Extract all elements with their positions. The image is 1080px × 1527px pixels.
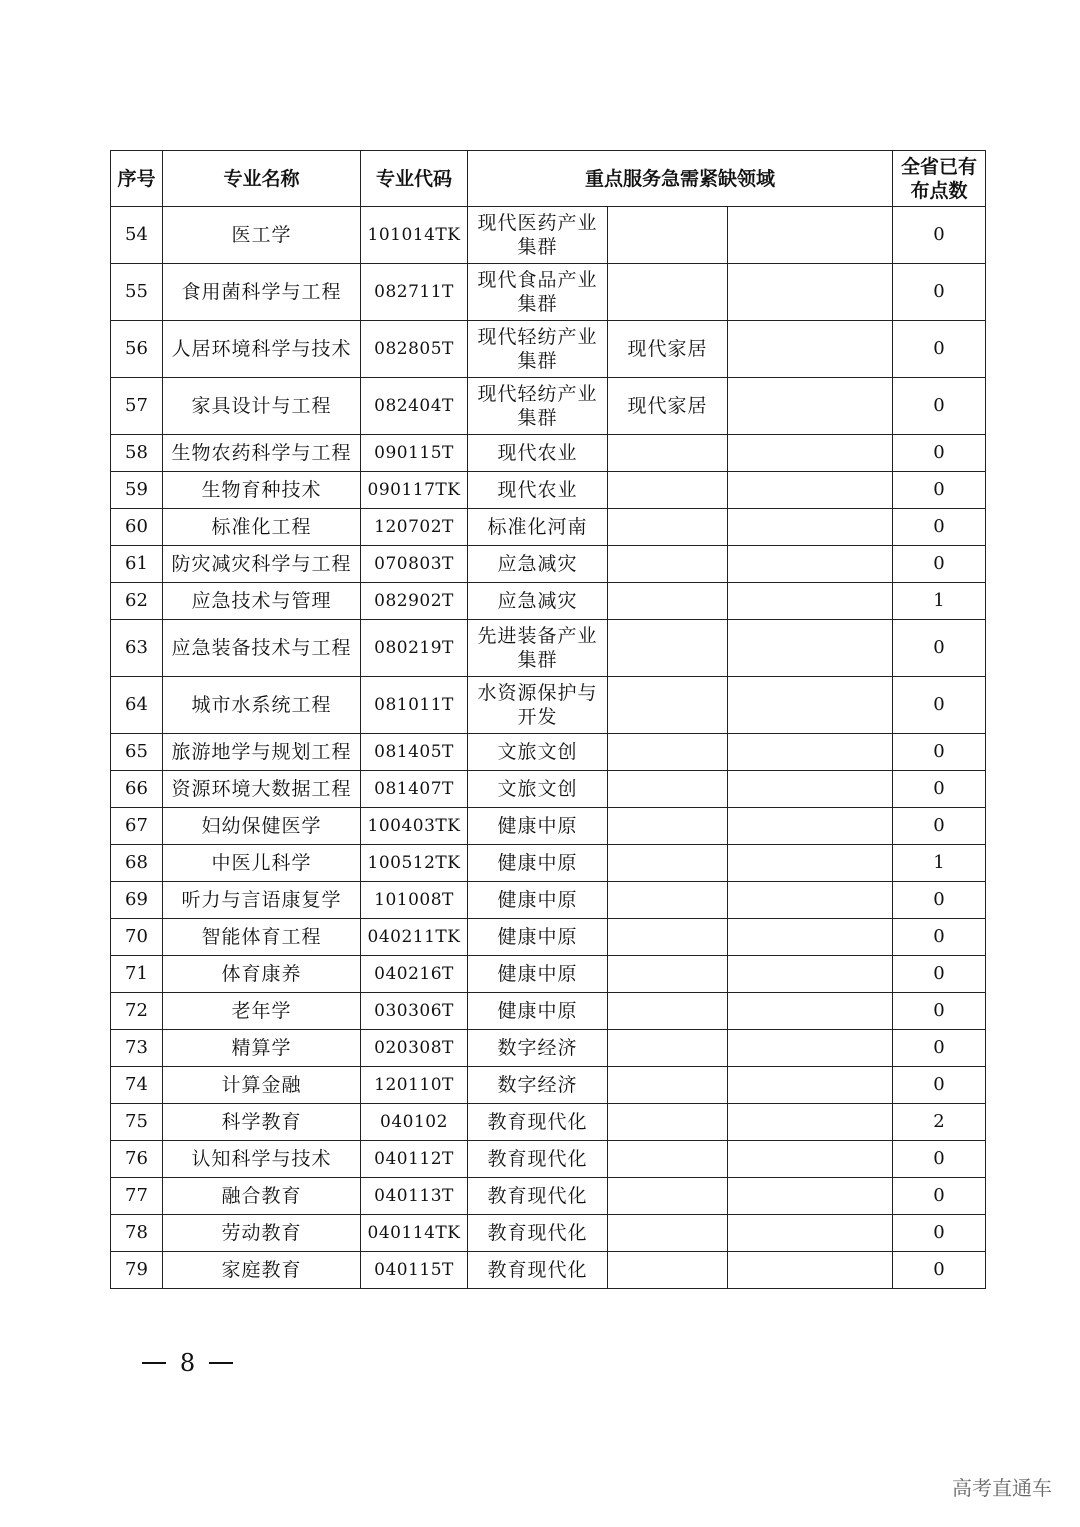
table-row (111, 677, 986, 734)
count-cell: 0 (893, 321, 986, 378)
domain-primary-cell: 应急减灾 (468, 546, 608, 583)
seq-cell: 70 (111, 919, 163, 956)
code-cell: 040115T (361, 1252, 468, 1289)
dash-right (209, 1362, 233, 1364)
code-cell: 082805T (361, 321, 468, 378)
count-cell: 0 (893, 1067, 986, 1104)
seq-cell: 72 (111, 993, 163, 1030)
name-cell: 认知科学与技术 (163, 1141, 361, 1178)
count-cell: 0 (893, 677, 986, 734)
seq-cell: 64 (111, 677, 163, 734)
domain-secondary-cell (608, 472, 728, 509)
domain-tertiary-cell (728, 677, 893, 734)
table-row (111, 1178, 986, 1215)
domain-secondary-cell (608, 956, 728, 993)
table-row (111, 378, 986, 435)
domain-tertiary-cell (728, 472, 893, 509)
seq-cell: 78 (111, 1215, 163, 1252)
domain-primary-cell: 数字经济 (468, 1067, 608, 1104)
code-cell: 090117TK (361, 472, 468, 509)
code-cell: 100512TK (361, 845, 468, 882)
table-row (111, 264, 986, 321)
table-row (111, 845, 986, 882)
table-row (111, 919, 986, 956)
count-cell: 0 (893, 472, 986, 509)
seq-cell: 56 (111, 321, 163, 378)
count-cell: 0 (893, 1178, 986, 1215)
code-cell: 120702T (361, 509, 468, 546)
table-row (111, 321, 986, 378)
domain-secondary-cell (608, 882, 728, 919)
domain-tertiary-cell (728, 1252, 893, 1289)
code-cell: 081405T (361, 734, 468, 771)
code-cell: 101008T (361, 882, 468, 919)
watermark: 高考直通车 (952, 1476, 1052, 1500)
domain-secondary-cell (608, 1215, 728, 1252)
domain-secondary-cell: 现代家居 (608, 321, 728, 378)
domain-primary-cell: 健康中原 (468, 808, 608, 845)
count-cell: 0 (893, 378, 986, 435)
table-row (111, 771, 986, 808)
domain-secondary-cell (608, 845, 728, 882)
count-cell: 1 (893, 583, 986, 620)
table-row (111, 546, 986, 583)
name-cell: 食用菌科学与工程 (163, 264, 361, 321)
seq-cell: 69 (111, 882, 163, 919)
code-cell: 070803T (361, 546, 468, 583)
seq-cell: 57 (111, 378, 163, 435)
domain-tertiary-cell (728, 207, 893, 264)
code-cell: 082404T (361, 378, 468, 435)
page-number-value: 8 (179, 1349, 196, 1377)
table-header-row (111, 151, 986, 207)
count-cell: 0 (893, 919, 986, 956)
seq-cell: 71 (111, 956, 163, 993)
seq-cell: 61 (111, 546, 163, 583)
table-row (111, 882, 986, 919)
domain-primary-cell: 健康中原 (468, 882, 608, 919)
domain-primary-cell: 教育现代化 (468, 1104, 608, 1141)
domain-tertiary-cell (728, 1030, 893, 1067)
name-cell: 妇幼保健医学 (163, 808, 361, 845)
domain-secondary-cell (608, 583, 728, 620)
seq-cell: 63 (111, 620, 163, 677)
domain-secondary-cell (608, 734, 728, 771)
majors-table (110, 150, 986, 1289)
domain-primary-cell: 数字经济 (468, 1030, 608, 1067)
count-cell: 0 (893, 1215, 986, 1252)
domain-tertiary-cell (728, 1178, 893, 1215)
code-cell: 081407T (361, 771, 468, 808)
name-cell: 智能体育工程 (163, 919, 361, 956)
domain-primary-cell: 健康中原 (468, 993, 608, 1030)
table-row (111, 207, 986, 264)
domain-primary-cell: 教育现代化 (468, 1215, 608, 1252)
seq-cell: 62 (111, 583, 163, 620)
seq-cell: 77 (111, 1178, 163, 1215)
domain-tertiary-cell (728, 734, 893, 771)
domain-primary-cell: 现代农业 (468, 435, 608, 472)
seq-cell: 54 (111, 207, 163, 264)
domain-primary-cell: 健康中原 (468, 845, 608, 882)
count-cell: 0 (893, 264, 986, 321)
dash-left (142, 1362, 166, 1364)
code-cell: 040113T (361, 1178, 468, 1215)
table-row (111, 808, 986, 845)
name-cell: 家庭教育 (163, 1252, 361, 1289)
domain-primary-cell: 文旅文创 (468, 734, 608, 771)
domain-tertiary-cell (728, 882, 893, 919)
code-cell: 030306T (361, 993, 468, 1030)
name-cell: 旅游地学与规划工程 (163, 734, 361, 771)
count-cell: 0 (893, 1141, 986, 1178)
seq-cell: 59 (111, 472, 163, 509)
count-cell: 0 (893, 882, 986, 919)
domain-primary-cell: 教育现代化 (468, 1252, 608, 1289)
table-row (111, 993, 986, 1030)
name-cell: 体育康养 (163, 956, 361, 993)
domain-secondary-cell (608, 435, 728, 472)
name-cell: 融合教育 (163, 1178, 361, 1215)
name-cell: 精算学 (163, 1030, 361, 1067)
domain-primary-cell: 现代食品产业集群 (468, 264, 608, 321)
header-domain: 重点服务急需紧缺领域 (468, 151, 893, 207)
code-cell: 040216T (361, 956, 468, 993)
name-cell: 家具设计与工程 (163, 378, 361, 435)
count-cell: 2 (893, 1104, 986, 1141)
domain-primary-cell: 标准化河南 (468, 509, 608, 546)
name-cell: 中医儿科学 (163, 845, 361, 882)
domain-tertiary-cell (728, 435, 893, 472)
domain-secondary-cell (608, 993, 728, 1030)
seq-cell: 55 (111, 264, 163, 321)
domain-secondary-cell (608, 1030, 728, 1067)
name-cell: 应急装备技术与工程 (163, 620, 361, 677)
code-cell: 040102 (361, 1104, 468, 1141)
seq-cell: 58 (111, 435, 163, 472)
domain-primary-cell: 应急减灾 (468, 583, 608, 620)
name-cell: 防灾减灾科学与工程 (163, 546, 361, 583)
domain-secondary-cell (608, 1252, 728, 1289)
domain-secondary-cell: 现代家居 (608, 378, 728, 435)
header-count: 全省已有布点数 (893, 151, 986, 207)
count-cell: 0 (893, 1252, 986, 1289)
header-code: 专业代码 (361, 151, 468, 207)
count-cell: 0 (893, 734, 986, 771)
domain-secondary-cell (608, 1178, 728, 1215)
domain-tertiary-cell (728, 845, 893, 882)
seq-cell: 66 (111, 771, 163, 808)
code-cell: 100403TK (361, 808, 468, 845)
domain-secondary-cell (608, 1104, 728, 1141)
domain-tertiary-cell (728, 771, 893, 808)
domain-secondary-cell (608, 620, 728, 677)
code-cell: 040112T (361, 1141, 468, 1178)
name-cell: 老年学 (163, 993, 361, 1030)
code-cell: 082902T (361, 583, 468, 620)
header-seq: 序号 (111, 151, 163, 207)
name-cell: 资源环境大数据工程 (163, 771, 361, 808)
table-row (111, 1215, 986, 1252)
count-cell: 0 (893, 207, 986, 264)
domain-tertiary-cell (728, 321, 893, 378)
code-cell: 081011T (361, 677, 468, 734)
domain-secondary-cell (608, 677, 728, 734)
domain-tertiary-cell (728, 1141, 893, 1178)
table-row (111, 1104, 986, 1141)
seq-cell: 67 (111, 808, 163, 845)
domain-tertiary-cell (728, 993, 893, 1030)
name-cell: 科学教育 (163, 1104, 361, 1141)
count-cell: 0 (893, 993, 986, 1030)
count-cell: 0 (893, 956, 986, 993)
domain-tertiary-cell (728, 1067, 893, 1104)
code-cell: 082711T (361, 264, 468, 321)
count-cell: 0 (893, 1030, 986, 1067)
table-row (111, 620, 986, 677)
name-cell: 人居环境科学与技术 (163, 321, 361, 378)
name-cell: 生物农药科学与工程 (163, 435, 361, 472)
domain-primary-cell: 先进装备产业集群 (468, 620, 608, 677)
name-cell: 城市水系统工程 (163, 677, 361, 734)
code-cell: 101014TK (361, 207, 468, 264)
domain-primary-cell: 现代农业 (468, 472, 608, 509)
seq-cell: 76 (111, 1141, 163, 1178)
seq-cell: 74 (111, 1067, 163, 1104)
domain-secondary-cell (608, 509, 728, 546)
table-row (111, 472, 986, 509)
domain-secondary-cell (608, 264, 728, 321)
domain-tertiary-cell (728, 378, 893, 435)
domain-tertiary-cell (728, 264, 893, 321)
domain-primary-cell: 水资源保护与开发 (468, 677, 608, 734)
code-cell: 090115T (361, 435, 468, 472)
code-cell: 040211TK (361, 919, 468, 956)
domain-secondary-cell (608, 808, 728, 845)
domain-tertiary-cell (728, 1215, 893, 1252)
seq-cell: 60 (111, 509, 163, 546)
domain-tertiary-cell (728, 583, 893, 620)
code-cell: 020308T (361, 1030, 468, 1067)
name-cell: 生物育种技术 (163, 472, 361, 509)
domain-primary-cell: 健康中原 (468, 919, 608, 956)
domain-primary-cell: 健康中原 (468, 956, 608, 993)
table-row (111, 435, 986, 472)
table-row (111, 734, 986, 771)
seq-cell: 65 (111, 734, 163, 771)
domain-secondary-cell (608, 771, 728, 808)
domain-tertiary-cell (728, 620, 893, 677)
table-body (111, 207, 986, 1289)
count-cell: 0 (893, 546, 986, 583)
count-cell: 0 (893, 808, 986, 845)
domain-primary-cell: 教育现代化 (468, 1141, 608, 1178)
seq-cell: 75 (111, 1104, 163, 1141)
seq-cell: 68 (111, 845, 163, 882)
seq-cell: 73 (111, 1030, 163, 1067)
table-row (111, 583, 986, 620)
domain-tertiary-cell (728, 919, 893, 956)
table-row (111, 956, 986, 993)
count-cell: 0 (893, 771, 986, 808)
seq-cell: 79 (111, 1252, 163, 1289)
name-cell: 计算金融 (163, 1067, 361, 1104)
domain-secondary-cell (608, 546, 728, 583)
domain-primary-cell: 教育现代化 (468, 1178, 608, 1215)
count-cell: 1 (893, 845, 986, 882)
page-number (140, 1346, 235, 1380)
domain-primary-cell: 文旅文创 (468, 771, 608, 808)
domain-primary-cell: 现代医药产业集群 (468, 207, 608, 264)
code-cell: 120110T (361, 1067, 468, 1104)
domain-secondary-cell (608, 207, 728, 264)
domain-secondary-cell (608, 1141, 728, 1178)
code-cell: 080219T (361, 620, 468, 677)
count-cell: 0 (893, 620, 986, 677)
header-name: 专业名称 (163, 151, 361, 207)
domain-tertiary-cell (728, 509, 893, 546)
name-cell: 医工学 (163, 207, 361, 264)
name-cell: 听力与言语康复学 (163, 882, 361, 919)
table-row (111, 1141, 986, 1178)
domain-tertiary-cell (728, 546, 893, 583)
table-row (111, 509, 986, 546)
domain-tertiary-cell (728, 808, 893, 845)
domain-secondary-cell (608, 1067, 728, 1104)
name-cell: 标准化工程 (163, 509, 361, 546)
name-cell: 劳动教育 (163, 1215, 361, 1252)
code-cell: 040114TK (361, 1215, 468, 1252)
domain-primary-cell: 现代轻纺产业集群 (468, 378, 608, 435)
table-row (111, 1252, 986, 1289)
domain-primary-cell: 现代轻纺产业集群 (468, 321, 608, 378)
domain-tertiary-cell (728, 1104, 893, 1141)
domain-tertiary-cell (728, 956, 893, 993)
count-cell: 0 (893, 509, 986, 546)
domain-secondary-cell (608, 919, 728, 956)
table-row (111, 1030, 986, 1067)
count-cell: 0 (893, 435, 986, 472)
table-row (111, 1067, 986, 1104)
name-cell: 应急技术与管理 (163, 583, 361, 620)
